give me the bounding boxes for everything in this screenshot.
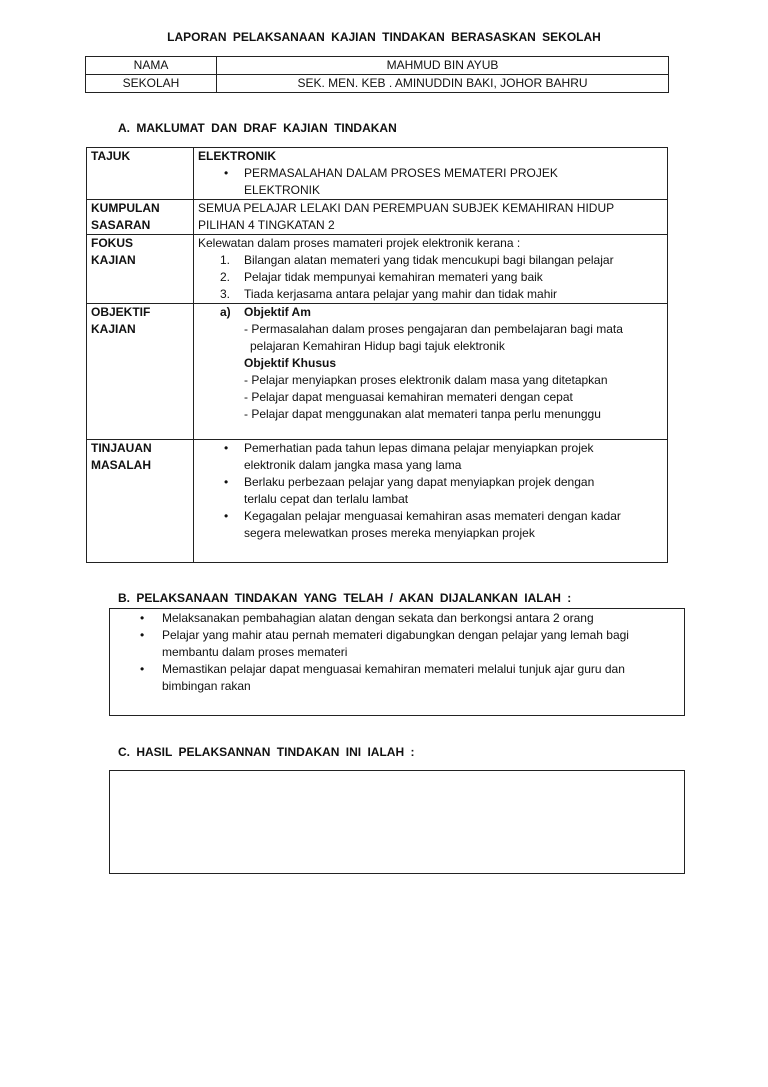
fokus-label: FOKUS (91, 236, 133, 250)
nama-value: MAHMUD BIN AYUB (217, 57, 669, 75)
section-b-item: • Memastikan pelajar dapat menguasai kemahiran memateri melalui tunjuk ajar guru dan bimbingan rakan (140, 662, 625, 693)
section-a-table (86, 147, 668, 563)
section-c-heading: C. HASIL PELAKSANNAN TINDAKAN INI IALAH : (118, 745, 415, 759)
tinjauan-item: • Berlaku perbezaan pelajar yang dapat menyiapkan projek dengan terlalu cepat dan terlalu lambat (224, 475, 595, 506)
bullet-icon: • (224, 475, 229, 489)
section-b-item: • Pelajar yang mahir atau pernah memateri digabungkan dengan pelajar yang lemah bagi membantu dalam proses memateri (140, 628, 629, 659)
tajuk-label: TAJUK (87, 148, 194, 200)
tajuk-row (87, 148, 668, 200)
tinjauan-item: • Kegagalan pelajar menguasai kemahiran asas memateri dengan kadar segera melewatkan proses mereka menyiapkan projek (224, 509, 621, 540)
section-b-heading: B. PELAKSANAAN TINDAKAN YANG TELAH / AKAN DIJALANKAN IALAH : (118, 591, 572, 605)
objektif-kajian-label: KAJIAN (91, 322, 136, 336)
kumpulan-row (87, 200, 668, 235)
report-title: LAPORAN PELAKSANAAN KAJIAN TINDAKAN BERASASKAN SEKOLAH (167, 30, 601, 44)
objektif-row (87, 304, 668, 440)
tinjauan-label: TINJAUAN (91, 441, 152, 455)
fokus-intro: Kelewatan dalam proses mamateri projek elektronik kerana : (198, 236, 521, 250)
bullet-icon: • (140, 611, 145, 625)
objektif-am-line1: - Permasalahan dalam proses pengajaran dan pembelajaran bagi mata (244, 322, 623, 336)
section-a-heading: A. MAKLUMAT DAN DRAF KAJIAN TINDAKAN (118, 121, 397, 135)
objektif-khusus-item: - Pelajar dapat menguasai kemahiran memateri dengan cepat (244, 390, 573, 404)
fokus-row (87, 235, 668, 304)
fokus-item: 2. Pelajar tidak mempunyai kemahiran memateri yang baik (220, 270, 543, 284)
nama-label: NAMA (86, 57, 217, 75)
tinjauan-row (87, 440, 668, 563)
section-c-box (109, 770, 685, 874)
tajuk-title: ELEKTRONIK (198, 149, 276, 163)
kumpulan-line1: SEMUA PELAJAR LELAKI DAN PEREMPUAN SUBJEK KEMAHIRAN HIDUP (198, 201, 615, 215)
identity-table (85, 56, 669, 93)
fokus-item: 1. Bilangan alatan memateri yang tidak mencukupi bagi bilangan pelajar (220, 253, 614, 267)
objektif-am-line2: pelajaran Kemahiran Hidup bagi tajuk elektronik (250, 339, 505, 353)
bullet-icon: • (224, 441, 229, 455)
objektif-khusus-title: Objektif Khusus (244, 356, 337, 370)
bullet-icon: • (224, 509, 229, 523)
tajuk-bullet: • PERMASALAHAN DALAM PROSES MEMATERI PROJEK ELEKTRONIK (224, 166, 558, 197)
masalah-label: MASALAH (91, 458, 151, 472)
bullet-icon: • (224, 166, 229, 180)
objektif-label: OBJEKTIF (91, 305, 151, 319)
objektif-am-title: a) Objektif Am (220, 305, 311, 319)
objektif-khusus-item: - Pelajar menyiapkan proses elektronik dalam masa yang ditetapkan (244, 373, 608, 387)
section-b-item: • Melaksanakan pembahagian alatan dengan sekata dan berkongsi antara 2 orang (140, 611, 594, 625)
bullet-icon: • (140, 628, 145, 642)
tinjauan-item: • Pemerhatian pada tahun lepas dimana pelajar menyiapkan projek elektronik dalam jangka masa yang lama (224, 441, 594, 472)
bullet-icon: • (140, 662, 145, 676)
kumpulan-label: KUMPULAN (91, 201, 160, 215)
sekolah-label: SEKOLAH (86, 75, 217, 93)
objektif-khusus-item: - Pelajar dapat menggunakan alat memateri tanpa perlu menunggu (244, 407, 601, 421)
sekolah-value: SEK. MEN. KEB . AMINUDDIN BAKI, JOHOR BAHRU (217, 75, 669, 93)
kumpulan-line2: PILIHAN 4 TINGKATAN 2 (198, 218, 335, 232)
fokus-item: 3. Tiada kerjasama antara pelajar yang mahir dan tidak mahir (220, 287, 558, 301)
section-b-box (109, 608, 685, 716)
fokus-kajian-label: KAJIAN (91, 253, 136, 267)
sasaran-label: SASARAN (91, 218, 151, 232)
